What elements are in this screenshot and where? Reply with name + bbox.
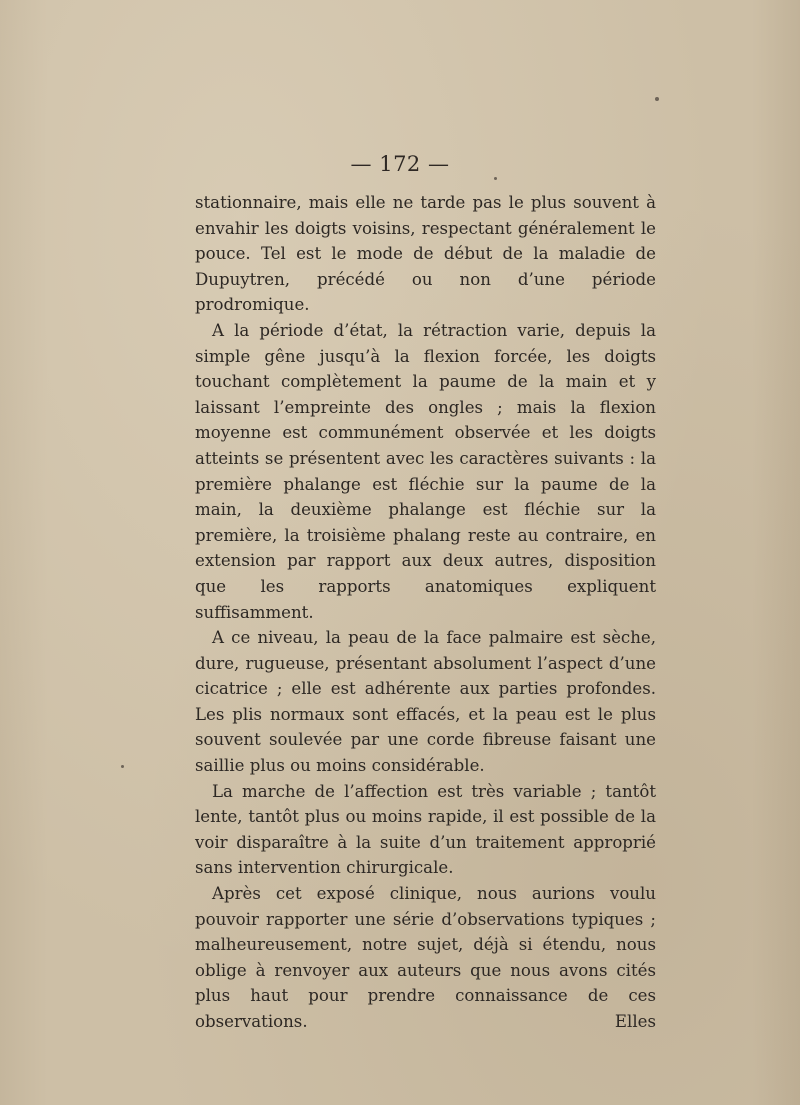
- paragraph-5: Après cet exposé clinique, nous aurions voulu pouvoir rapporter une série d’observations typiques ; malheureusement, notre sujet, déjà si étendu, nous oblige à renvoyer aux auteurs que nous avons cités plus haut pour prendre connaissance de ces observations. Elles: [195, 884, 656, 1031]
- paragraph-4: La marche de l’affection est très variable ; tantôt lente, tantôt plus ou moins rapide, il est possible de la voir disparaître à la suite d’un traitement approprié sans intervention chirurgicale.: [195, 781, 656, 878]
- paragraph-1: stationnaire, mais elle ne tarde pas le plus souvent à envahir les doigts voisins, respectant généralement le pouce. Tel est le mode de début de la maladie de Dupuytren, précédé ou non d’une période prodromique.: [195, 193, 656, 315]
- page-number: — 172 —: [350, 152, 450, 176]
- paragraph-3: A ce niveau, la peau de la face palmaire est sèche, dure, rugueuse, présentant absolument l’aspect d’une cicatrice ; elle est adhérente aux parties profondes. Les plis normaux sont effacés, et la peau est le plus souvent soulevée par une corde fibreuse faisant une saillie plus ou moins considérable.: [195, 628, 656, 776]
- paper-speck: [655, 97, 659, 101]
- body-text: [195, 190, 656, 1035]
- paragraph-2: A la période d’état, la rétraction varie, depuis la simple gêne jusqu’à la flexion forcée, les doigts touchant complètement la paume de la main et y laissant l’empreinte des ongles ; mais la flexion moyenne est communément observée et les doigts atteints se présentent avec les caractères suivants : la première phalange est fléchie sur la paume de la main, la deuxième phalange est fléchie sur la première, la troisième phalang reste au contraire, en extension par rapport aux deux autres, disposition que les rapports anatomiques expliquent suffisamment.: [195, 320, 656, 622]
- paper-speck: [494, 177, 497, 180]
- paper-speck: [121, 765, 124, 768]
